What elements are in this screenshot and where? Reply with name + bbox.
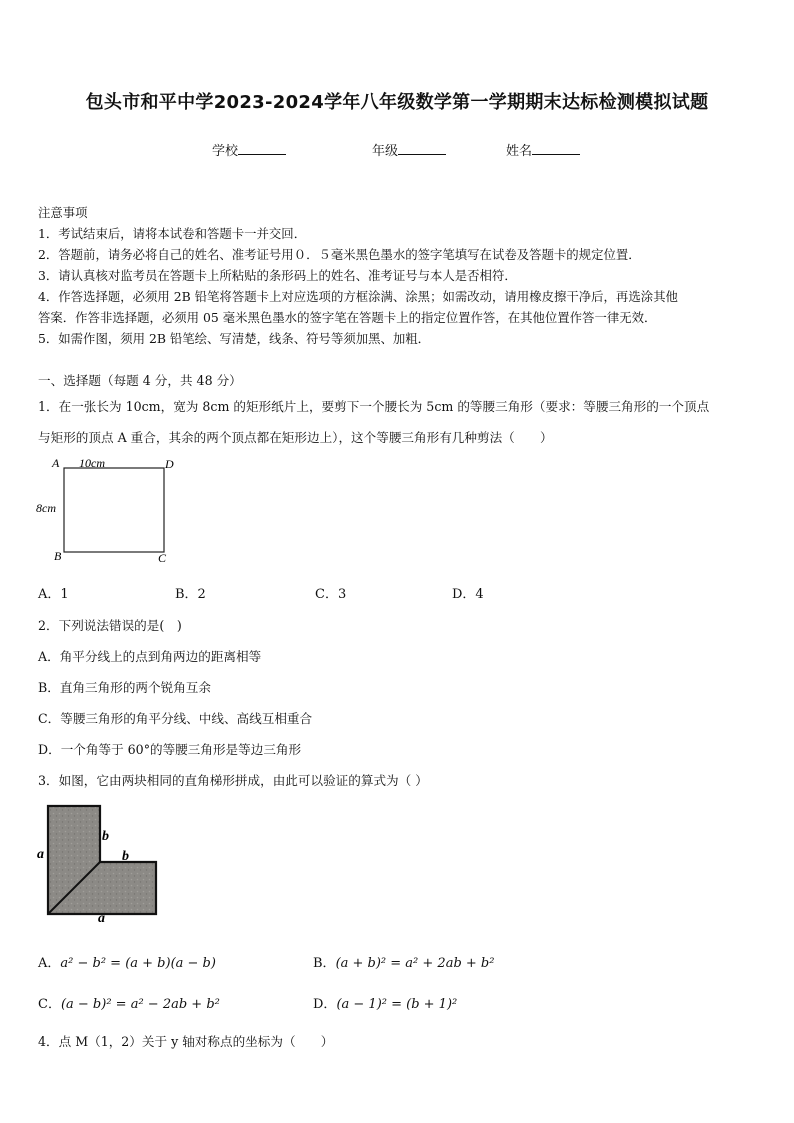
q4-stem: 4．点 M（1，2）关于 y 轴对称点的坐标为（ ） xyxy=(38,1034,334,1049)
label-b-right: b xyxy=(122,849,129,864)
q1-option-a[interactable]: A．1 xyxy=(38,587,69,602)
q3-option-b[interactable] xyxy=(313,952,494,971)
notice-item: 1．考试结束后，请将本试卷和答题卡一并交回． xyxy=(38,226,307,241)
name-label: 姓名 xyxy=(506,144,533,159)
name-field xyxy=(506,140,580,159)
name-blank[interactable] xyxy=(532,142,580,155)
q3-option-a-formula: a² − b² = (a + b)(a − b) xyxy=(60,956,216,971)
top-length-label: 10cm xyxy=(79,456,105,470)
vertex-a-label: A xyxy=(52,456,60,470)
vertex-b-label: B xyxy=(54,549,62,563)
q1-option-c[interactable]: C．3 xyxy=(315,587,347,602)
q1-stem-line1: 1．在一张长为 10cm，宽为 8cm 的矩形纸片上，要剪下一个腰长为 5cm 的等腰三角形（要求：等腰三角形的一个顶点 xyxy=(38,399,710,414)
grade-blank[interactable] xyxy=(398,142,446,155)
q1-stem-line2: 与矩形的顶点 A 重合，其余的两个顶点都在矩形边上），这个等腰三角形有几种剪法（ ） xyxy=(38,430,553,445)
q3-option-b-letter: B． xyxy=(313,956,336,971)
label-b-upper: b xyxy=(102,829,109,844)
q3-option-d-formula: (a − 1)² = (b + 1)² xyxy=(336,997,458,1012)
exam-title: 包头市和平中学2023-2024学年八年级数学第一学期期末达标检测模拟试题 xyxy=(85,92,709,113)
vertex-c-label: C xyxy=(158,551,167,565)
vertex-d-label: D xyxy=(165,457,174,471)
q2-option-a[interactable]: A．角平分线上的点到角两边的距离相等 xyxy=(38,649,262,664)
notice-item: 5．如需作图，须用 2B 铅笔绘、写清楚，线条、符号等须加黑、加粗． xyxy=(38,331,431,346)
q2-option-b[interactable]: B．直角三角形的两个锐角互余 xyxy=(38,680,211,695)
section-heading: 一、选择题（每题 4 分，共 48 分） xyxy=(38,373,242,388)
q3-option-c-formula: (a − b)² = a² − 2ab + b² xyxy=(60,997,220,1012)
school-field xyxy=(212,140,286,159)
q3-option-d-letter: D． xyxy=(313,997,337,1012)
notice-item: 2．答题前，请务必将自己的姓名、准考证号用０．５毫米黑色墨水的签字笔填写在试卷及答题卡的规定位置． xyxy=(38,247,641,262)
q3-option-b-formula: (a + b)² = a² + 2ab + b² xyxy=(335,956,495,971)
q2-stem: 2．下列说法错误的是( ) xyxy=(38,618,182,633)
label-a-bottom: a xyxy=(98,911,105,922)
q3-option-d[interactable] xyxy=(313,993,457,1012)
q3-option-c[interactable] xyxy=(38,993,220,1012)
q3-stem: 3．如图，它由两块相同的直角梯形拼成，由此可以验证的算式为（ ） xyxy=(38,773,428,788)
grade-label: 年级 xyxy=(372,144,399,159)
label-a-left: a xyxy=(37,847,44,862)
q2-option-d[interactable]: D．一个角等于 60°的等腰三角形是等边三角形 xyxy=(38,742,302,757)
school-label: 学校 xyxy=(212,144,239,159)
notice-item: 4．作答选择题，必须用 2B 铅笔将答题卡上对应选项的方框涂满、涂黑；如需改动，请用橡皮擦干净后，再选涂其他 xyxy=(38,289,678,304)
q1-option-d[interactable]: D．4 xyxy=(452,587,484,602)
q3-option-c-letter: C． xyxy=(38,997,61,1012)
q2-option-c[interactable]: C．等腰三角形的角平分线、中线、高线互相重合 xyxy=(38,711,313,726)
q1-rectangle-figure xyxy=(32,452,182,570)
q3-trapezoid-figure xyxy=(34,800,164,922)
school-blank[interactable] xyxy=(238,142,286,155)
notice-item: 3．请认真核对监考员在答题卡上所粘贴的条形码上的姓名、准考证号与本人是否相符． xyxy=(38,268,517,283)
grade-field xyxy=(372,140,446,159)
q3-option-a-letter: A． xyxy=(38,956,61,971)
q1-option-b[interactable]: B．2 xyxy=(175,587,206,602)
side-length-label: 8cm xyxy=(36,501,56,515)
notice-heading: 注意事项 xyxy=(38,205,88,220)
q3-option-a[interactable] xyxy=(38,952,216,971)
notice-item: 答案．作答非选择题，必须用 05 毫米黑色墨水的签字笔在答题卡上的指定位置作答，在其他位置作答一律无效． xyxy=(38,310,657,325)
rectangle-abcd xyxy=(64,468,164,552)
